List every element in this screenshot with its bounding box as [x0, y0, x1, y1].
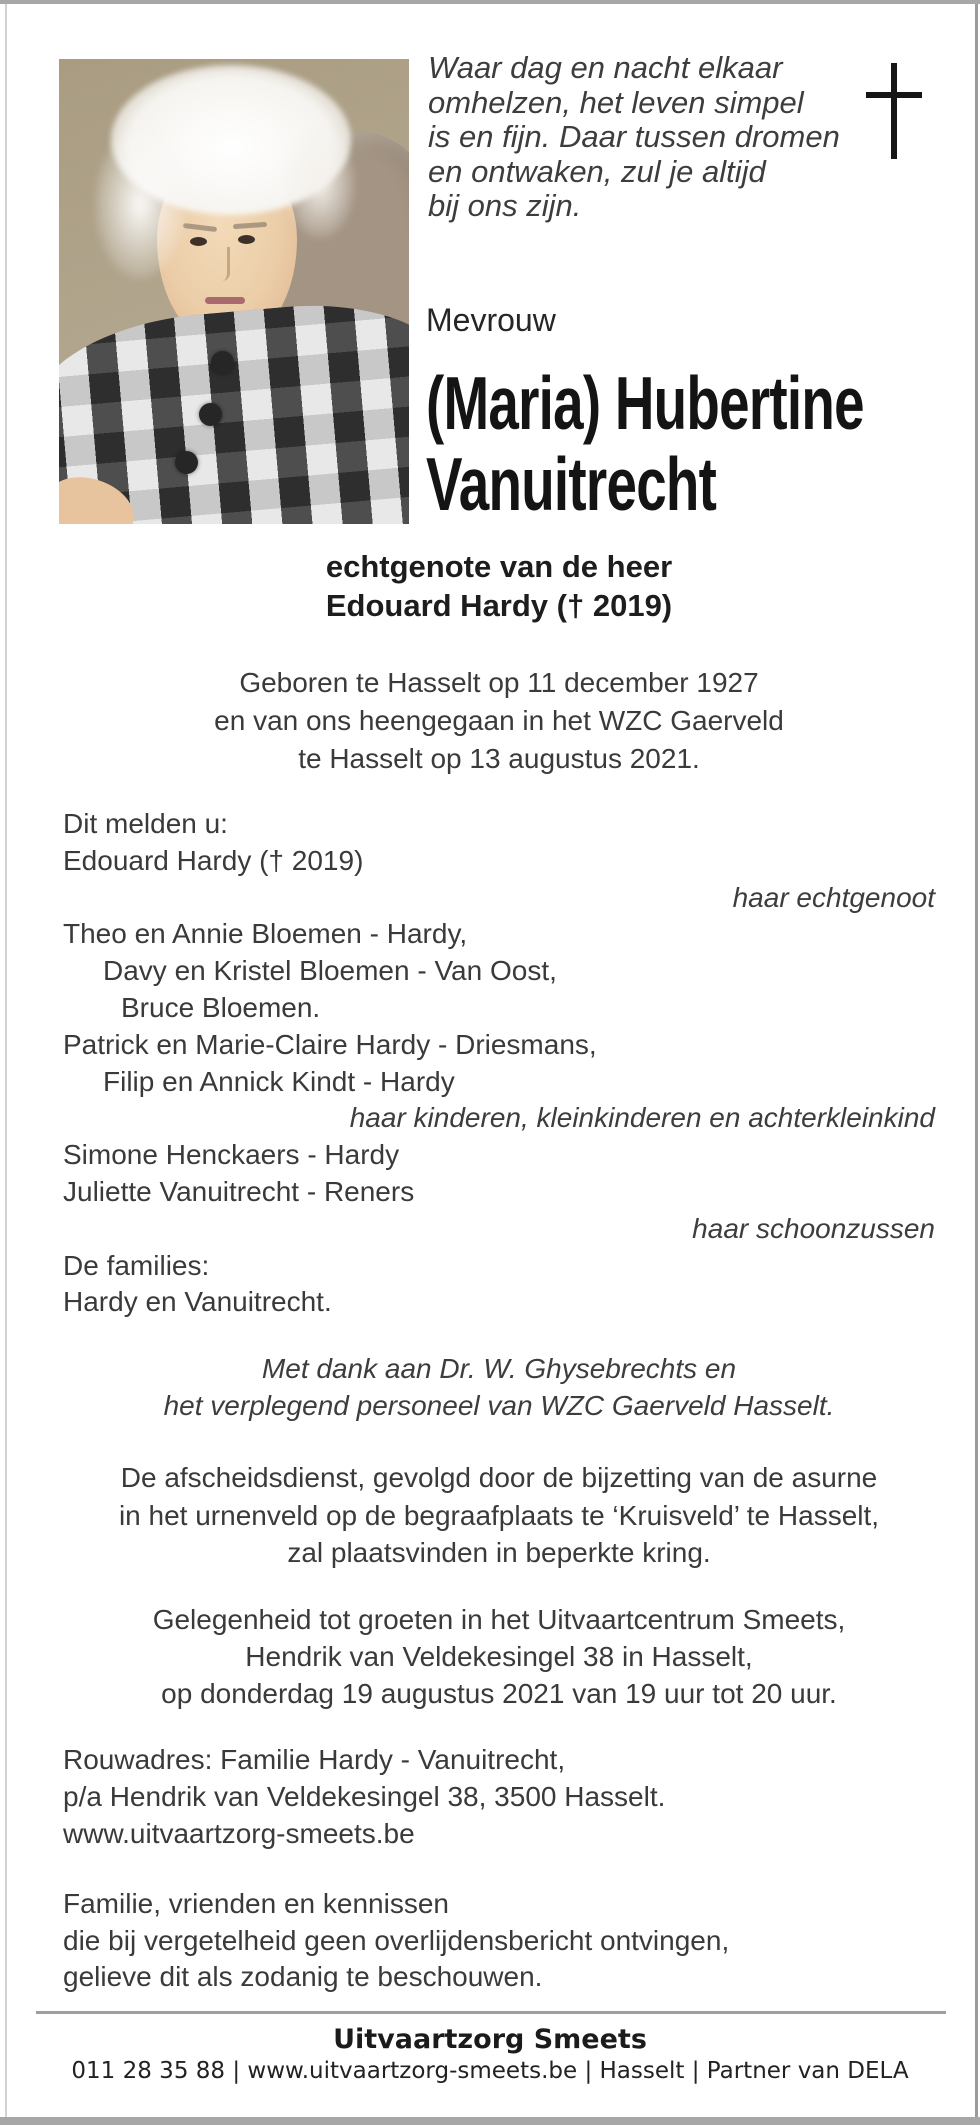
service-line: in het urnenveld op de begraafplaats te ‘Kruisveld’ te Hasselt, [118, 1499, 880, 1531]
visitation-line: Hendrik van Veldekesingel 38 in Hasselt, [245, 1641, 753, 1672]
family-announcement-list [63, 806, 935, 1321]
family-line: Bruce Bloemen. [121, 991, 321, 1023]
service-line: De afscheidsdienst, gevolgd door de bijzetting van de asurne [120, 1462, 878, 1493]
deceased-name [426, 363, 864, 525]
page-left-edge [5, 4, 7, 2117]
deceased-name-line1: (Maria) Hubertine [426, 361, 864, 445]
thanks-line: het verplegend personeel van WZC Gaerveld Hasselt. [163, 1390, 835, 1421]
memorial-quote [428, 51, 898, 224]
life-line: te Hasselt op 13 augustus 2021. [298, 743, 700, 774]
family-line: Edouard Hardy († 2019) [63, 844, 364, 876]
salutation: Mevrouw [426, 302, 556, 338]
footer-divider [36, 2011, 946, 2014]
relation-line: Edouard Hardy († 2019) [325, 588, 673, 623]
visitation-line: Gelegenheid tot groeten in het Uitvaartcentrum Smeets, [152, 1604, 846, 1635]
latin-cross-icon [866, 63, 922, 159]
notice-line: gelieve dit als zodanig te beschouwen. [63, 1961, 543, 1992]
thanks-line: Met dank aan Dr. W. Ghysebrechts en [261, 1353, 737, 1384]
quote-line: is en fijn. Daar tussen dromen [428, 119, 840, 154]
family-line: Theo en Annie Bloemen - Hardy, [63, 918, 468, 950]
page-right-edge [975, 4, 978, 2117]
life-line: en van ons heengegaan in het WZC Gaerveld [214, 705, 784, 736]
family-line: Patrick en Marie-Claire Hardy - Driesmans, [63, 1028, 597, 1060]
family-line: Hardy en Vanuitrecht. [63, 1286, 332, 1318]
mourning-address [63, 1741, 935, 1852]
relation-line: echtgenote van de heer [325, 549, 673, 584]
service-info [63, 1459, 935, 1572]
family-line: Dit melden u: [63, 808, 228, 839]
thanks-note [63, 1350, 935, 1424]
service-line: zal plaatsvinden in beperkte kring. [287, 1537, 711, 1568]
family-line: Filip en Annick Kindt - Hardy [103, 1065, 455, 1097]
visitation-info [63, 1601, 935, 1712]
notice-line: Familie, vrienden en kennissen [63, 1888, 449, 1919]
family-line: Juliette Vanuitrecht - Reners [63, 1175, 415, 1207]
family-attribution: haar kinderen, kleinkinderen en achterkleinkind [349, 1102, 935, 1134]
funeral-home-name: Uitvaartzorg Smeets [333, 2024, 647, 2055]
mourning-website: www.uitvaartzorg-smeets.be [63, 1818, 415, 1849]
funeral-home-contact: 011 28 35 88 | www.uitvaartzorg-smeets.be | Hasselt | Partner van DELA [71, 2058, 909, 2084]
page-bottom-edge [0, 2117, 980, 2125]
late-notice-text [63, 1886, 935, 1996]
quote-line: en ontwaken, zul je altijd [428, 153, 766, 189]
deceased-name-line2: Vanuitrecht [426, 442, 717, 526]
quote-line: Waar dag en nacht elkaar [428, 50, 783, 85]
life-line: Geboren te Hasselt op 11 december 1927 [239, 667, 759, 698]
page-top-edge [0, 0, 980, 4]
notice-line: die bij vergetelheid geen overlijdensbericht ontvingen, [63, 1924, 730, 1956]
visitation-line: op donderdag 19 augustus 2021 van 19 uur tot 20 uur. [161, 1678, 837, 1709]
spouse-relation [63, 547, 935, 625]
mourning-line: Rouwadres: Familie Hardy - Vanuitrecht, [63, 1744, 566, 1775]
quote-line: bij ons zijn. [428, 188, 582, 223]
family-line: Simone Henckaers - Hardy [63, 1139, 400, 1171]
portrait-photo [59, 59, 409, 524]
family-line: Davy en Kristel Bloemen - Van Oost, [103, 955, 557, 987]
quote-line: omhelzen, het leven simpel [428, 84, 804, 120]
family-line: De families: [63, 1249, 210, 1281]
family-attribution: haar schoonzussen [692, 1212, 935, 1244]
mourning-line: p/a Hendrik van Veldekesingel 38, 3500 Hasselt. [63, 1781, 666, 1812]
family-attribution: haar echtgenoot [732, 881, 935, 913]
birth-death-info [63, 664, 935, 778]
